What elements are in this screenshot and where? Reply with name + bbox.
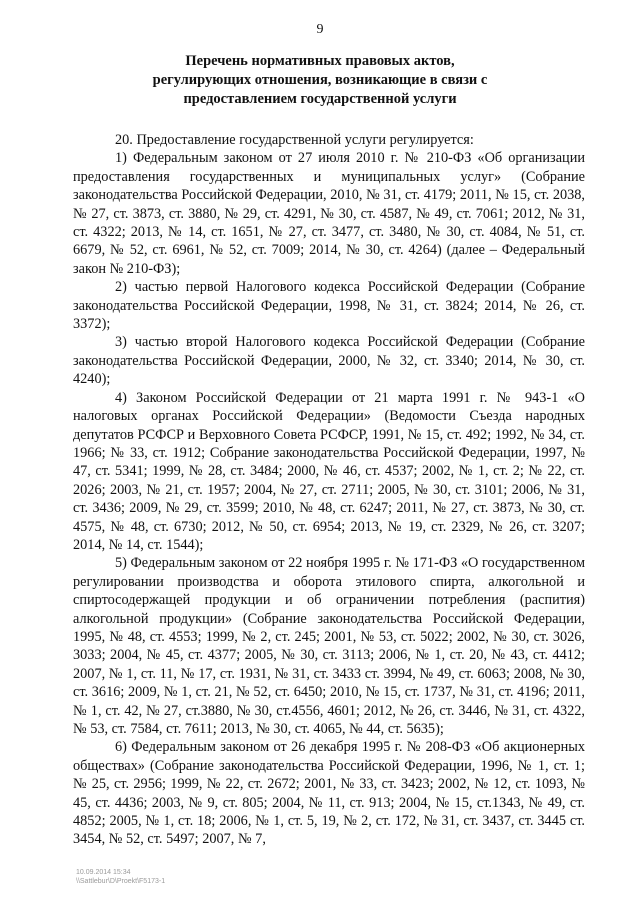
file-stamp-path: \\Sattlebur\D\Proekt\F5173-1	[76, 878, 166, 885]
paragraph-item-1: 1) Федеральным законом от 27 июля 2010 г. № 210-ФЗ «Об организации предоставления государственных и муниципальных услуг» (Собрание законодательства Российской Федерации, 2010, № 31, ст. 4179; 2011, № 15, ст. 2038, № 27, ст. 3873, ст. 3880, № 29, ст. 4291, № 30, ст. 4587, № 49, ст. 7061; 2012, № 31, ст. 4322; 2013, № 14, ст. 1651, № 27, ст. 3477, ст. 3480, № 30, ст. 4084, № 51, ст. 6679, № 52, ст. 6961, № 52, ст. 7009; 2014, № 30, ст. 4264) (далее – Федеральный закон № 210-ФЗ);	[73, 150, 585, 277]
paragraph-intro: 20. Предоставление государственной услуги регулируется:	[115, 132, 474, 148]
title-line-1: Перечень нормативных правовых актов,	[185, 53, 455, 69]
title-line-2: регулирующих отношения, возникающие в связи с	[152, 72, 488, 88]
paragraph-item-3: 3) частью второй Налогового кодекса Российской Федерации (Собрание законодательства Российской Федерации, 2000, № 32, ст. 3340; 2014, № 30, ст. 4240);	[73, 334, 585, 388]
paragraph-item-4: 4) Законом Российской Федерации от 21 марта 1991 г. № 943-1 «О налоговых органах Российской Федерации» (Ведомости Съезда народных депутатов РСФСР и Верховного Совета РСФСР, 1991, № 15, ст. 492; 1992, № 34, ст. 1966; № 33, ст. 1912; Собрание законодательства Российской Федерации, 1997, № 47, ст. 5341; 1999, № 28, ст. 3484; 2000, № 46, ст. 4537; 2002, № 1, ст. 2; № 22, ст. 2026; 2003, № 21, ст. 1957; 2004, № 27, ст. 2711; 2005, № 30, ст. 3101; 2006, № 31, ст. 3436; 2009, № 29, ст. 3599; 2010, № 48, ст. 6247; 2011, № 27, ст. 3873, № 30, ст. 4575, № 48, ст. 6730; 2012, № 50, ст. 6954; 2013, № 19, ст. 2329, № 26, ст. 3207; 2014, № 14, ст. 1544);	[73, 389, 585, 553]
title-line-3: предоставлением государственной услуги	[183, 91, 457, 107]
file-stamp	[76, 868, 165, 886]
paragraph-item-6: 6) Федеральным законом от 26 декабря 1995 г. № 208-ФЗ «Об акционерных обществах» (Собрание законодательства Российской Федерации, 1996, № 1, ст. 1; № 25, ст. 2956; 1999, № 22, ст. 2672; 2001, № 33, ст. 3423; 2002, № 12, ст. 1093, № 45, ст. 4436; 2003, № 9, ст. 805; 2004, № 11, ст. 913; 2004, № 15, ст.1343, № 49, ст. 4852; 2005, № 1, ст. 18; 2006, № 1, ст. 5, 19, № 2, ст. 172, № 31, ст. 3437, ст. 3445 ст. 3454, № 52, ст. 5497; 2007, № 7,	[73, 739, 585, 848]
document-title	[60, 52, 580, 109]
document-body	[73, 131, 585, 849]
file-stamp-date: 10.09.2014 15:34	[76, 869, 131, 876]
paragraph-item-2: 2) частью первой Налогового кодекса Российской Федерации (Собрание законодательства Российской Федерации, 1998, № 31, ст. 3824; 2014, № 26, ст. 3372);	[73, 279, 585, 333]
page-number: 9	[316, 22, 324, 37]
paragraph-item-5: 5) Федеральным законом от 22 ноября 1995 г. № 171-ФЗ «О государственном регулировании производства и оборота этилового спирта, алкогольной и спиртосодержащей продукции и об ограничении потребления (распития) алкогольной продукции» (Собрание законодательства Российской Федерации, 1995, № 48, ст. 4553; 1999, № 2, ст. 245; 2001, № 53, ст. 5022; 2002, № 30, ст. 3026, 3033; 2004, № 45, ст. 4377; 2005, № 30, ст. 3113; 2006, № 1, ст. 20, № 43, ст. 4412; 2007, № 1, ст. 11, № 17, ст. 1931, № 31, ст. 3433 ст. 3994, № 49, ст. 6063; 2008, № 30, ст. 3616; 2009, № 1, ст. 21, № 52, ст. 6450; 2010, № 15, ст. 1737, № 31, ст. 4196; 2011, № 1, ст. 42, № 27, ст.3880, № 30, ст.4556, 4601; 2012, № 26, ст. 3446, № 31, ст. 4322, № 53, ст. 7584, ст. 7611; 2013, № 30, ст. 4065, № 44, ст. 5635);	[73, 555, 585, 737]
